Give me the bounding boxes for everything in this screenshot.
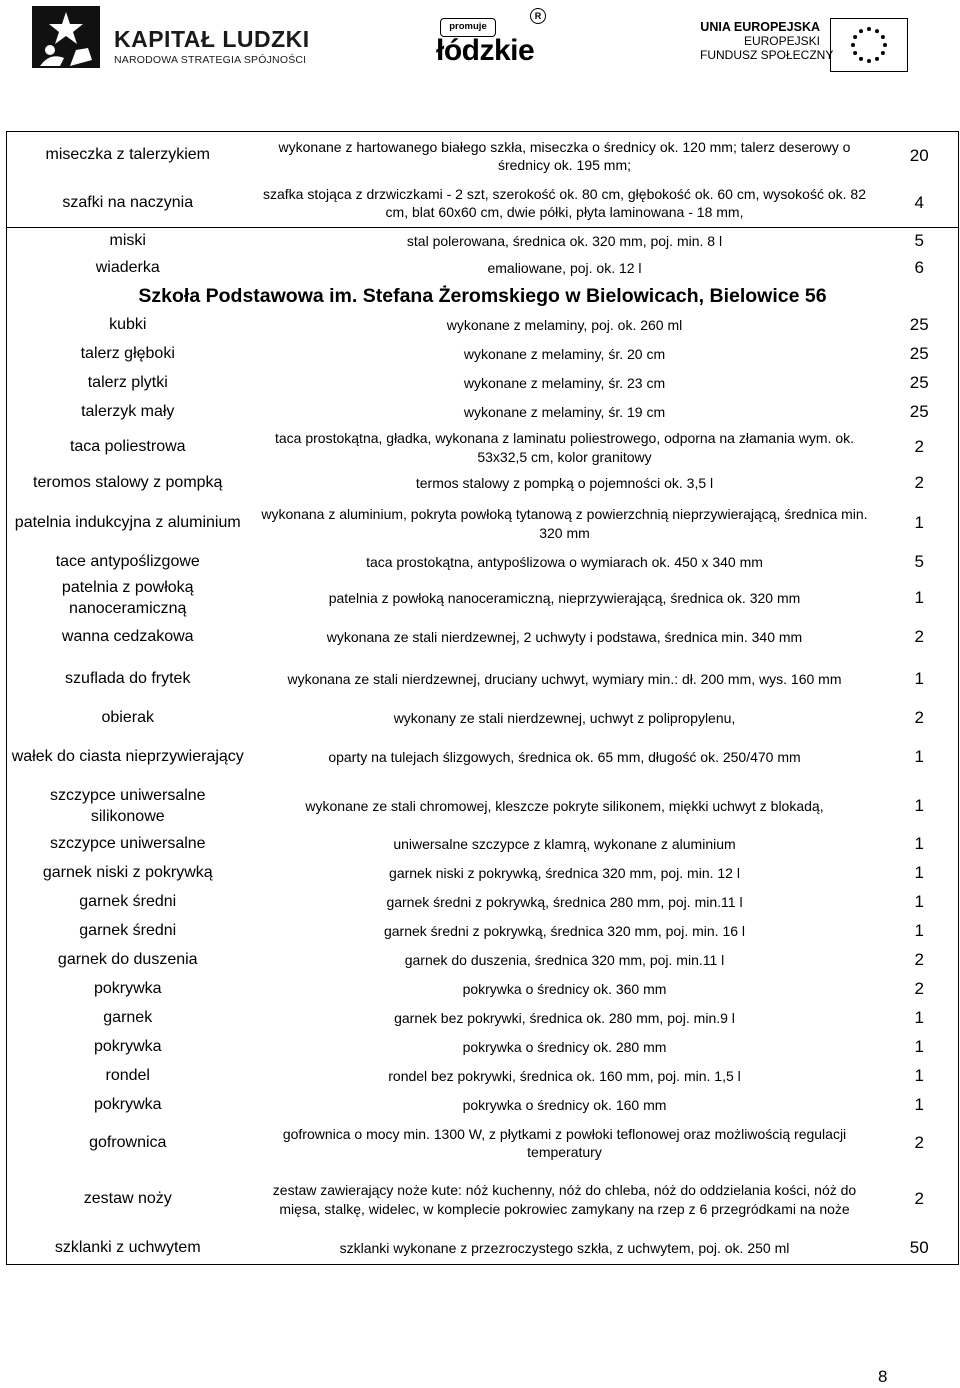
item-description: wykonana ze stali nierdzewnej, 2 uchwyty i podstawa, średnica min. 340 mm — [326, 629, 803, 646]
item-quantity: 25 — [909, 372, 929, 392]
school-header-row — [7, 283, 959, 311]
item-quantity: 2 — [914, 437, 924, 457]
item-description: pokrywka o średnicy ok. 160 mm — [462, 1096, 667, 1113]
item-description: wykonane z melaminy, śr. 19 cm — [463, 403, 666, 420]
table-row — [7, 180, 959, 228]
table-row — [7, 1062, 959, 1091]
item-description: pokrywka o średnicy ok. 280 mm — [462, 1038, 667, 1055]
item-quantity: 1 — [914, 920, 924, 940]
item-name: wałek do ciasta nieprzywierający — [11, 748, 244, 766]
item-name: taca poliestrowa — [69, 438, 186, 456]
table-row — [7, 733, 959, 783]
item-description: wykonany ze stali nierdzewnej, uchwyt z polipropylenu, — [393, 710, 736, 727]
table-row — [7, 917, 959, 946]
table-row — [7, 859, 959, 888]
item-quantity: 2 — [914, 708, 924, 728]
eu-logo-text — [700, 20, 834, 62]
item-description: pokrywka o średnicy ok. 360 mm — [462, 980, 667, 997]
table-row — [7, 311, 959, 340]
item-quantity: 2 — [914, 949, 924, 969]
table-row — [7, 1033, 959, 1062]
item-name: garnek średni — [79, 892, 177, 910]
kapital-ludzki-title: KAPITAŁ LUDZKI — [114, 26, 310, 52]
item-name: szczypce uniwersalne — [49, 835, 206, 853]
table-row — [7, 132, 959, 180]
item-quantity: 50 — [909, 1238, 929, 1258]
item-name: pokrywka — [93, 1037, 162, 1055]
item-name: szafki na naczynia — [62, 193, 194, 211]
item-description: stal polerowana, średnica ok. 320 mm, poj. min. 8 l — [406, 233, 723, 250]
promuje-lodzkie-logo — [436, 8, 551, 74]
item-quantity: 6 — [914, 258, 924, 278]
table-row — [7, 228, 959, 255]
item-description: patelnia z powłoką nanoceramiczną, nieprzywierającą, średnica ok. 320 mm — [328, 590, 801, 607]
item-quantity: 1 — [914, 1007, 924, 1027]
item-quantity: 1 — [914, 1094, 924, 1114]
item-quantity: 1 — [914, 1036, 924, 1056]
table-row — [7, 831, 959, 859]
item-name: pokrywka — [93, 1095, 162, 1113]
item-quantity: 1 — [914, 588, 924, 608]
eu-flag-icon — [830, 18, 908, 72]
header-logos — [0, 0, 960, 78]
item-name: wanna cedzakowa — [61, 628, 194, 646]
item-name: garnek — [103, 1008, 153, 1026]
table-row — [7, 1233, 959, 1265]
item-quantity: 25 — [909, 343, 929, 363]
item-description: garnek bez pokrywki, średnica ok. 280 mm, poj. min.9 l — [394, 1009, 735, 1026]
item-description: emaliowane, poj. ok. 12 l — [487, 260, 642, 277]
equipment-table — [6, 131, 959, 1265]
table-row — [7, 1120, 959, 1167]
item-name: kubki — [109, 315, 147, 333]
item-quantity: 1 — [914, 1065, 924, 1085]
item-name: szuflada do frytek — [65, 670, 191, 688]
item-description: garnek niski z pokrywką, średnica 320 mm, poj. min. 12 l — [389, 864, 740, 881]
item-name: patelnia indukcyjna z aluminium — [14, 514, 241, 532]
registered-mark-icon: R — [530, 8, 546, 24]
item-description: szafka stojąca z drzwiczkami - 2 szt, szerokość ok. 80 cm, głębokość ok. 60 cm, wysokość ok. 82 cm, blat 60x60 cm, dwie półki, płyta laminowana - 18 mm, — [263, 186, 866, 221]
item-quantity: 5 — [914, 552, 924, 572]
item-name: miski — [109, 231, 146, 249]
item-description: garnek średni z pokrywką, średnica 320 mm, poj. min. 16 l — [383, 922, 746, 939]
item-description: oparty na tulejach ślizgowych, średnica ok. 65 mm, długość ok. 250/470 mm — [328, 749, 801, 766]
table-row — [7, 888, 959, 917]
item-description: uniwersalne szczypce z klamrą, wykonane z aluminium — [393, 836, 736, 853]
item-name: pokrywka — [93, 979, 162, 997]
table-row — [7, 975, 959, 1004]
item-quantity: 2 — [914, 1189, 924, 1209]
item-description: termos stalowy z pompką o pojemności ok. 3,5 l — [415, 475, 714, 492]
item-name: szczypce uniwersalne silikonowe — [49, 786, 206, 825]
table-row — [7, 369, 959, 398]
item-name: teromos stalowy z pompką — [33, 474, 223, 492]
item-quantity: 1 — [914, 834, 924, 854]
item-name: zestaw noży — [83, 1190, 172, 1208]
table-row — [7, 655, 959, 705]
item-quantity: 2 — [914, 627, 924, 647]
table-row — [7, 1167, 959, 1233]
item-name: garnek średni — [79, 921, 177, 939]
promuje-badge: promuje — [440, 18, 496, 37]
table-row — [7, 1091, 959, 1120]
item-quantity: 1 — [914, 513, 924, 533]
item-description: wykonane z melaminy, poj. ok. 260 ml — [446, 316, 683, 333]
table-row — [7, 705, 959, 733]
eu-logo — [700, 18, 930, 78]
eu-line-2: EUROPEJSKI — [743, 34, 820, 48]
table-row — [7, 469, 959, 499]
item-description: taca prostokątna, gładka, wykonana z laminatu poliestrowego, odporna na złamania wym. ok. 53x32,5 cm, kolor granitowy — [275, 430, 854, 465]
table-row — [7, 398, 959, 427]
item-description: wykonane z melaminy, śr. 20 cm — [463, 345, 666, 362]
school-header: Szkoła Podstawowa im. Stefana Żeromskiego w Bielowicach, Bielowice 56 — [138, 284, 827, 307]
item-quantity: 1 — [914, 891, 924, 911]
table-row — [7, 577, 959, 621]
table-row — [7, 621, 959, 655]
item-quantity: 2 — [914, 1132, 924, 1152]
item-name: rondel — [105, 1066, 150, 1084]
item-name: obierak — [101, 709, 154, 727]
item-quantity: 2 — [914, 978, 924, 998]
item-description: wykonane ze stali chromowej, kleszcze pokryte silikonem, miękki uchwyt z blokadą, — [305, 798, 824, 815]
table-row — [7, 255, 959, 283]
item-description: garnek do duszenia, średnica 320 mm, poj. min.11 l — [404, 951, 725, 968]
item-name: garnek do duszenia — [57, 950, 198, 968]
item-quantity: 1 — [914, 747, 924, 767]
item-quantity: 5 — [914, 231, 924, 251]
table-section-top — [7, 132, 959, 311]
kapital-ludzki-subtitle: NARODOWA STRATEGIA SPÓJNOŚCI — [114, 54, 307, 66]
item-description: taca prostokątna, antypoślizowa o wymiarach ok. 450 x 340 mm — [366, 554, 763, 571]
item-description: szklanki wykonane z przezroczystego szkła, z uchwytem, poj. ok. 250 ml — [339, 1240, 790, 1257]
item-description: rondel bez pokrywki, średnica ok. 160 mm, poj. min. 1,5 l — [388, 1067, 741, 1084]
item-quantity: 1 — [914, 862, 924, 882]
item-quantity: 25 — [909, 314, 929, 334]
item-name: talerzyk mały — [81, 402, 175, 420]
item-description: wykonana z aluminium, pokryta powłoką tytanową z powierzchnią nieprzywierającą, średnica min. 320 mm — [261, 506, 868, 541]
item-quantity: 2 — [914, 473, 924, 493]
item-description: garnek średni z pokrywką, średnica 280 mm, poj. min.11 l — [386, 893, 743, 910]
item-description: wykonane z hartowanego białego szkła, miseczka o średnicy ok. 120 mm; talerz deserowy o średnicy ok. 195 mm; — [278, 138, 851, 173]
kapital-ludzki-logo — [30, 4, 330, 72]
item-name: tace antypoślizgowe — [55, 553, 200, 571]
item-description: wykonana ze stali nierdzewnej, druciany uchwyt, wymiary min.: dł. 200 mm, wys. 160 mm — [287, 671, 842, 688]
item-name: miseczka z talerzykiem — [45, 146, 210, 164]
table-row — [7, 946, 959, 975]
item-description: gofrownica o mocy min. 1300 W, z płytkami z powłoki teflonowej oraz możliwością regulacji temperatury — [282, 1125, 847, 1160]
item-quantity: 25 — [909, 401, 929, 421]
item-name: szklanki z uchwytem — [54, 1238, 201, 1256]
table-row — [7, 340, 959, 369]
item-description: wykonane z melaminy, śr. 23 cm — [463, 374, 666, 391]
item-quantity: 20 — [909, 145, 929, 165]
item-name: talerz plytki — [87, 373, 168, 391]
eu-line-3: FUNDUSZ SPOŁECZNY — [700, 48, 834, 62]
eu-line-1: UNIA EUROPEJSKA — [700, 20, 820, 34]
table-row — [7, 499, 959, 549]
item-name: talerz głęboki — [80, 344, 175, 362]
table-row — [7, 1004, 959, 1033]
item-name: wiaderka — [95, 259, 160, 277]
table-row — [7, 427, 959, 469]
item-name: gofrownica — [89, 1133, 167, 1151]
item-quantity: 1 — [914, 669, 924, 689]
kapital-ludzki-emblem-icon — [30, 4, 102, 70]
table-row — [7, 549, 959, 577]
page-number: 8 — [878, 1367, 888, 1386]
item-name: patelnia z powłoką nanoceramiczną — [61, 578, 194, 617]
lodzkie-wordmark: łódzkie — [436, 34, 535, 67]
table-row — [7, 783, 959, 831]
item-name: garnek niski z pokrywką — [42, 863, 213, 881]
table-section-bottom — [7, 311, 959, 1265]
item-quantity: 4 — [914, 193, 924, 213]
item-description: zestaw zawierający noże kute: nóż kuchenny, nóż do chleba, nóż do oddzielania kości, nóż do mięsa, stalkę, widelec, w komplecie pokrowiec zamykany na rzep z 6 przegródkami na noże — [272, 1182, 857, 1217]
item-quantity: 1 — [914, 796, 924, 816]
